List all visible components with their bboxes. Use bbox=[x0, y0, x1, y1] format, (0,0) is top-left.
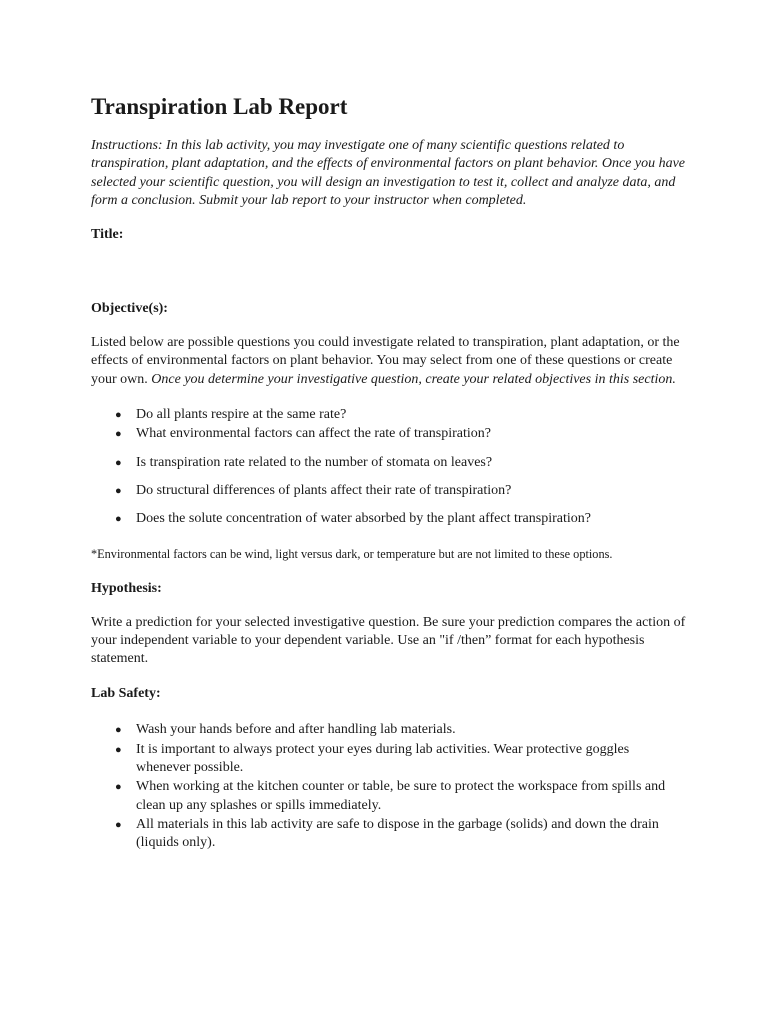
list-item bbox=[91, 741, 686, 778]
list-item bbox=[91, 816, 686, 853]
bullet-icon: ● bbox=[115, 781, 122, 794]
hypothesis-heading: Hypothesis: bbox=[91, 580, 162, 596]
bullet-icon: ● bbox=[115, 456, 122, 469]
safety-text: Wash your hands before and after handling lab materials. bbox=[136, 722, 456, 738]
safety-text: When working at the kitchen counter or table, be sure to protect the workspace from spills and clean up any splashes or spills immediately. bbox=[136, 779, 666, 813]
question-text: Do all plants respire at the same rate? bbox=[136, 407, 347, 423]
question-list bbox=[91, 406, 686, 528]
list-item bbox=[91, 721, 686, 739]
list-item bbox=[91, 482, 686, 500]
objective-paragraph bbox=[91, 334, 686, 389]
footnote: *Environmental factors can be wind, light versus dark, or temperature but are not limited to these options. bbox=[91, 546, 613, 561]
objective-text: Listed below are possible questions you could investigate related to transpiration, plant adaptation, or the effects of environmental factors on plant behavior. You may select from one of these questions or create your own. bbox=[91, 335, 680, 387]
objective-italic-text: Once you determine your investigative question, create your related objectives in this section. bbox=[151, 371, 676, 387]
page-title: Transpiration Lab Report bbox=[91, 94, 348, 119]
bullet-icon: ● bbox=[115, 428, 122, 441]
safety-text: All materials in this lab activity are safe to dispose in the garbage (solids) and down the drain (liquids only). bbox=[136, 816, 659, 851]
safety-list bbox=[91, 721, 686, 852]
bullet-icon: ● bbox=[115, 818, 122, 831]
instructions-paragraph: Instructions: In this lab activity, you may investigate one of many scientific questions related to transpiration, plant adaptation, and the effects of environmental factors on plant behavior. Once you have selected your scientific question, you will design an investigation to test it, collect and analyze data, and form a conclusion. Submit your lab report to your instructor when completed. bbox=[91, 138, 686, 208]
bullet-icon: ● bbox=[115, 409, 122, 422]
question-text: Is transpiration rate related to the number of stomata on leaves? bbox=[136, 454, 493, 470]
question-text: Do structural differences of plants affect their rate of transpiration? bbox=[136, 482, 512, 498]
list-item bbox=[91, 778, 686, 815]
title-heading: Title: bbox=[91, 227, 124, 243]
bullet-icon: ● bbox=[115, 513, 122, 526]
lab-safety-heading: Lab Safety: bbox=[91, 686, 161, 702]
objective-heading: Objective(s): bbox=[91, 301, 168, 317]
list-item bbox=[91, 454, 686, 472]
list-item bbox=[91, 406, 686, 424]
list-item bbox=[91, 510, 686, 528]
bullet-icon: ● bbox=[115, 743, 122, 756]
list-item bbox=[91, 425, 686, 443]
hypothesis-paragraph: Write a prediction for your selected investigative question. Be sure your prediction compares the action of your independent variable to your dependent variable. Use an "if /then” format for each hypothesis statement. bbox=[91, 614, 686, 667]
safety-text: It is important to always protect your eyes during lab activities. Wear protective goggles whenever possible. bbox=[136, 741, 630, 776]
question-text: What environmental factors can affect the rate of transpiration? bbox=[136, 426, 492, 442]
bullet-icon: ● bbox=[115, 724, 122, 737]
bullet-icon: ● bbox=[115, 484, 122, 497]
question-text: Does the solute concentration of water absorbed by the plant affect transpiration? bbox=[136, 511, 591, 527]
